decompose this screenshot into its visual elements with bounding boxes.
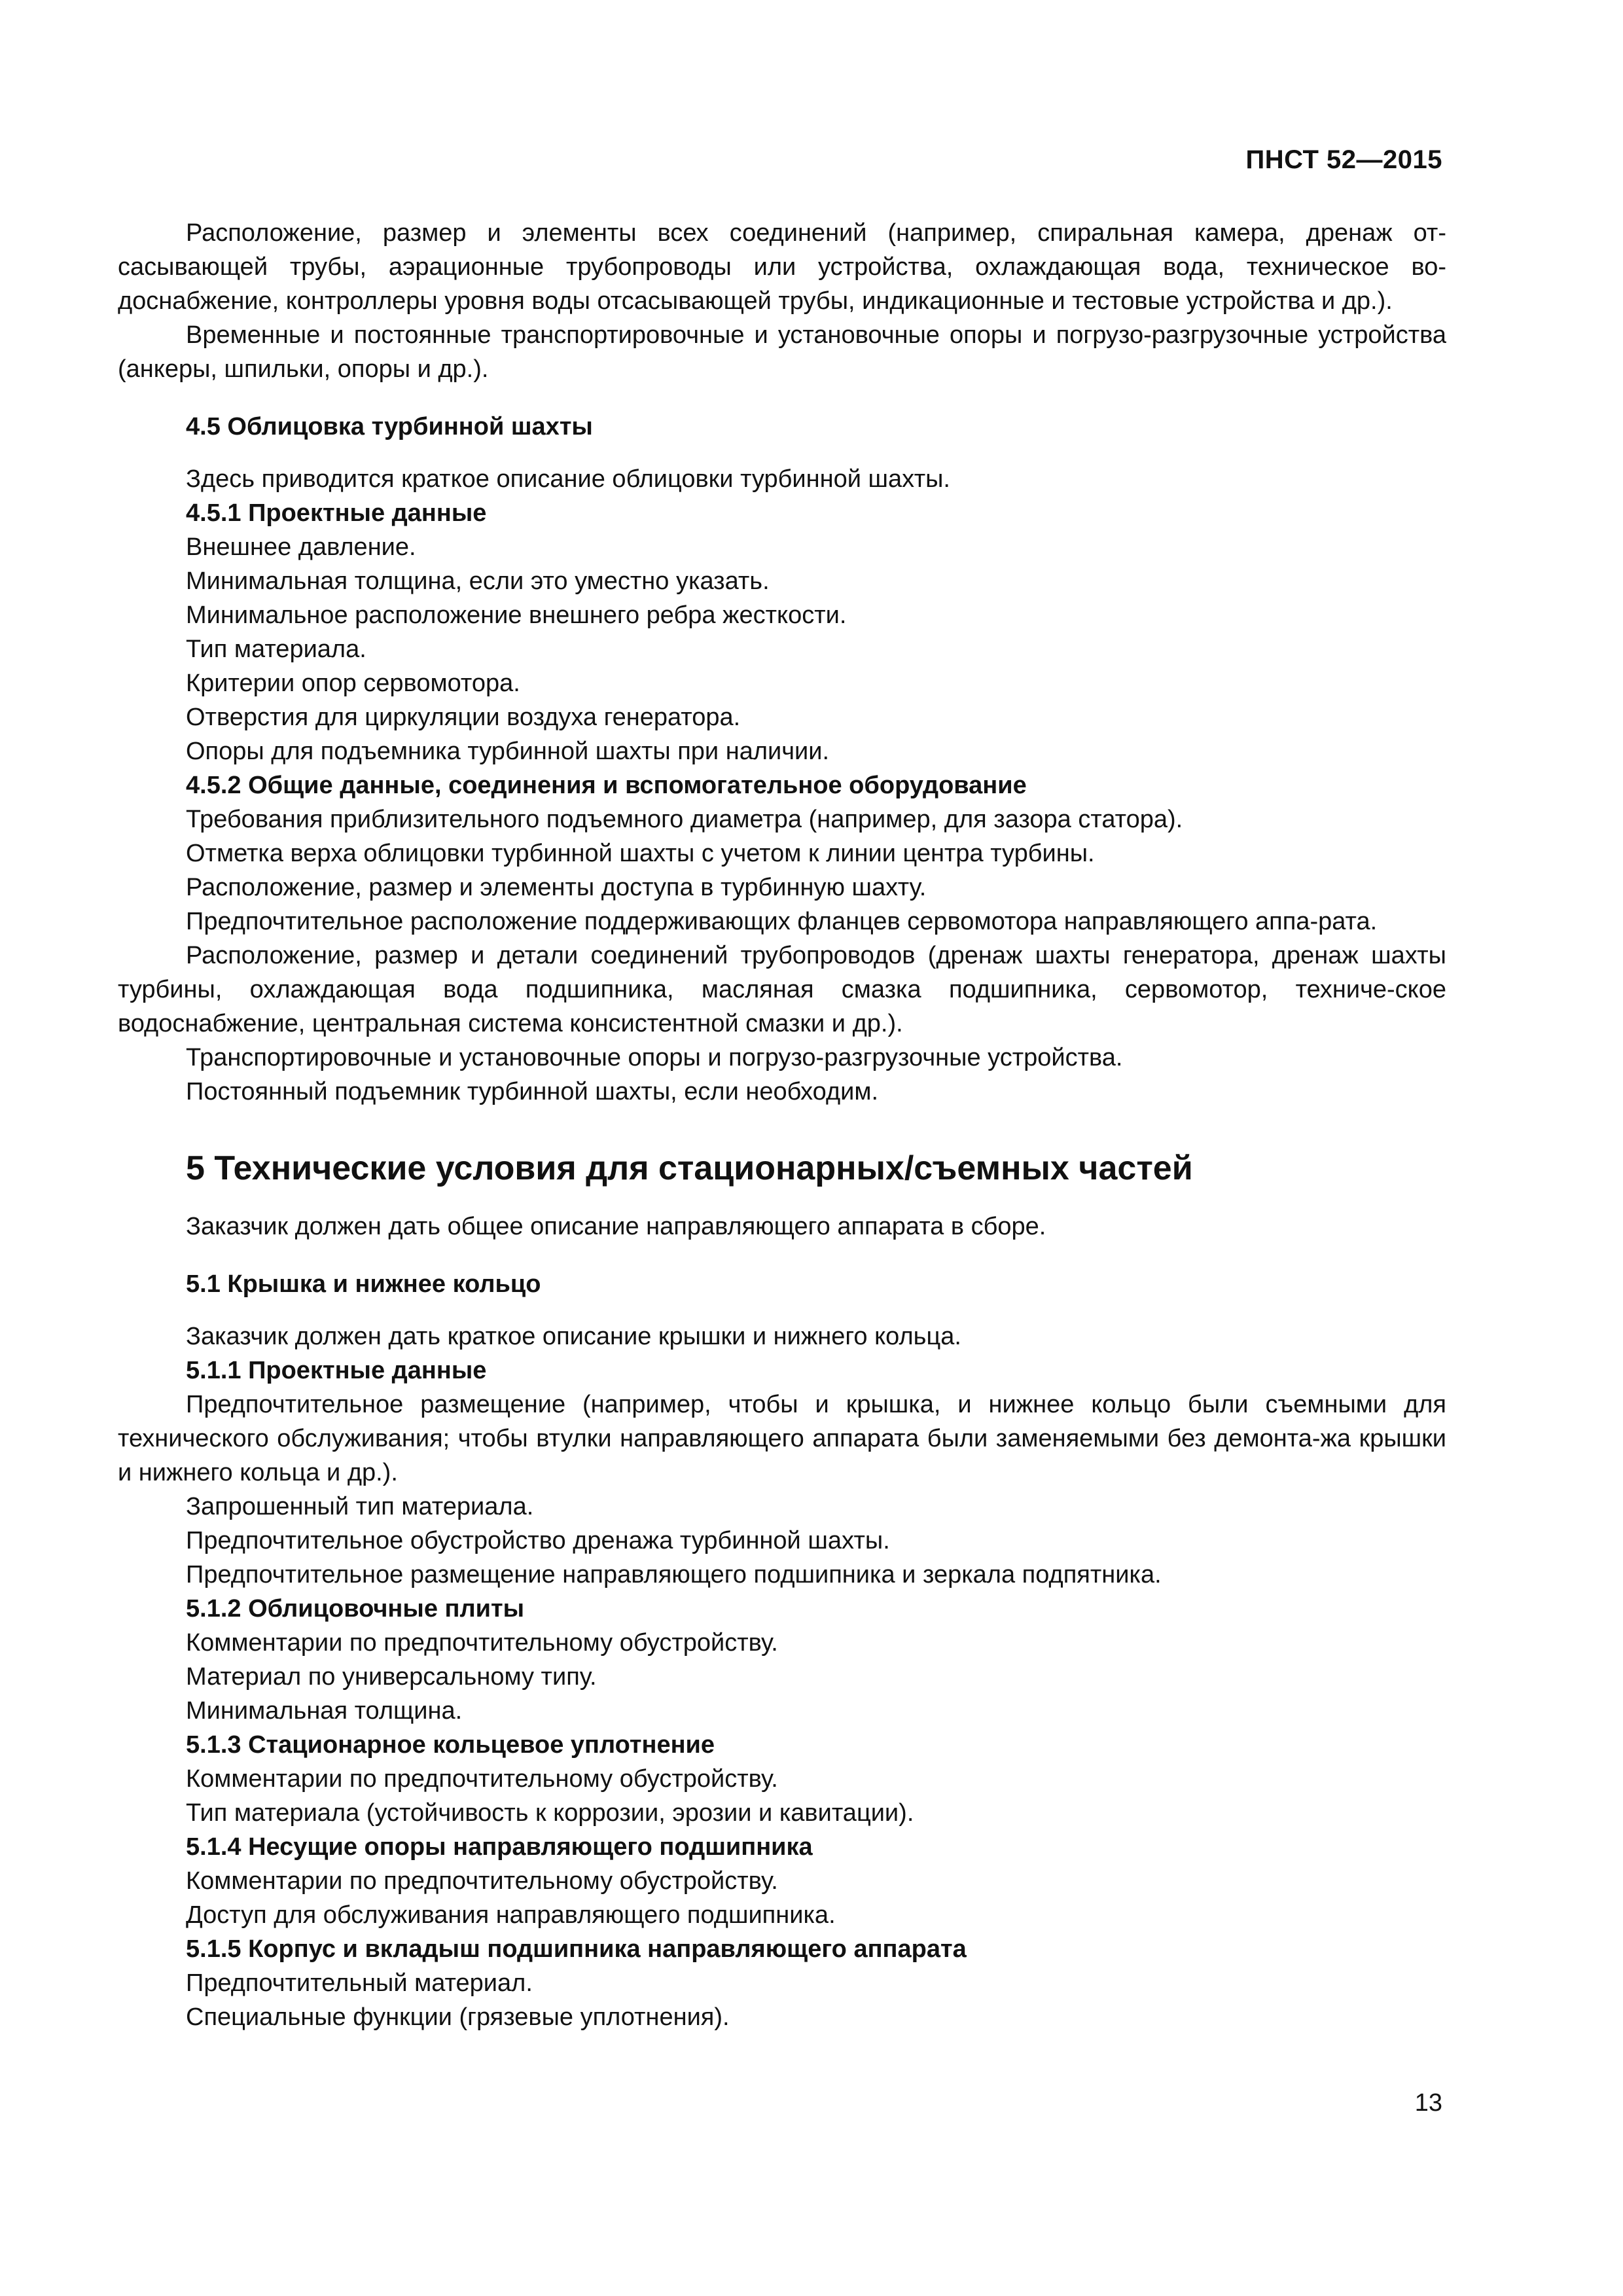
- list-item: Предпочтительный материал.: [186, 1969, 533, 1997]
- body-paragraph: Предпочтительное расположение поддерживающих фланцев сервомотора направляющего аппа-рата.: [186, 908, 1378, 935]
- body-paragraph: Расположение, размер и детали соединений трубопроводов (дренаж шахты генератора, дренаж шахты турбины, охлаждающая вода подшипника, масляная смазка подшипника, сервомотор, техниче-ское водоснабжение, центральная система консистентной смазки и др.).: [118, 942, 1446, 1037]
- list-item: Расположение, размер и элементы доступа в турбинную шахту.: [186, 874, 927, 901]
- subsection-heading-5-1-1: 5.1.1 Проектные данные: [186, 1357, 487, 1384]
- list-item: Постоянный подъемник турбинной шахты, если необходим.: [186, 1078, 879, 1105]
- list-item: Требования приблизительного подъемного диаметра (например, для зазора статора).: [186, 806, 1183, 833]
- list-item: Транспортировочные и установочные опоры и погрузо-разгрузочные устройства.: [186, 1044, 1123, 1071]
- intro-paragraph: Временные и постоянные транспортировочные и установочные опоры и погрузо-разгрузочные устройства (анкеры, шпильки, опоры и др.).: [118, 321, 1446, 383]
- list-item: Критерии опор сервомотора.: [186, 670, 520, 697]
- list-item: Запрошенный тип материала.: [186, 1493, 534, 1520]
- subsection-heading-5-1-4: 5.1.4 Несущие опоры направляющего подшипника: [186, 1833, 813, 1861]
- section-lead: Заказчик должен дать краткое описание крышки и нижнего кольца.: [186, 1323, 961, 1350]
- document-id-header: ПНСТ 52—2015: [1245, 145, 1442, 174]
- list-item: Тип материала (устойчивость к коррозии, эрозии и кавитации).: [186, 1799, 914, 1827]
- page-number: 13: [1414, 2089, 1442, 2117]
- list-item: Минимальная толщина.: [186, 1697, 463, 1725]
- list-item: Комментарии по предпочтительному обустройству.: [186, 1765, 778, 1793]
- list-item: Минимальная толщина, если это уместно указать.: [186, 567, 770, 595]
- subsection-heading-4-5-2: 4.5.2 Общие данные, соединения и вспомогательное оборудование: [186, 772, 1027, 799]
- list-item: Материал по универсальному типу.: [186, 1663, 597, 1691]
- list-item: Внешнее давление.: [186, 533, 416, 561]
- list-item: Отметка верха облицовки турбинной шахты с учетом к линии центра турбины.: [186, 840, 1095, 867]
- intro-paragraph: Расположение, размер и элементы всех соединений (например, спиральная камера, дренаж от-сасывающей трубы, аэрационные трубопроводы или устройства, охлаждающая вода, техническое во-доснабжение, контроллеры уровня воды отсасывающей трубы, индикационные и тестовые устройства и др.).: [118, 219, 1446, 315]
- page-content: [118, 216, 1446, 2034]
- list-item: Предпочтительное размещение направляющего подшипника и зеркала подпятника.: [186, 1561, 1162, 1588]
- list-item: Специальные функции (грязевые уплотнения).: [186, 2003, 730, 2031]
- subsection-heading-5-1-3: 5.1.3 Стационарное кольцевое уплотнение: [186, 1731, 715, 1759]
- subsection-heading-4-5-1: 4.5.1 Проектные данные: [186, 499, 487, 527]
- section-heading-4-5: 4.5 Облицовка турбинной шахты: [186, 413, 593, 440]
- list-item: Отверстия для циркуляции воздуха генератора.: [186, 704, 741, 731]
- section-heading-5-1: 5.1 Крышка и нижнее кольцо: [186, 1270, 541, 1298]
- list-item: Предпочтительное обустройство дренажа турбинной шахты.: [186, 1527, 890, 1554]
- section-lead: Здесь приводится краткое описание облицовки турбинной шахты.: [186, 465, 950, 493]
- section-heading-5: 5 Технические условия для стационарных/съемных частей: [186, 1149, 1193, 1187]
- list-item: Опоры для подъемника турбинной шахты при наличии.: [186, 738, 830, 765]
- subsection-heading-5-1-5: 5.1.5 Корпус и вкладыш подшипника направляющего аппарата: [186, 1935, 967, 1963]
- list-item: Комментарии по предпочтительному обустройству.: [186, 1867, 778, 1895]
- list-item: Тип материала.: [186, 636, 366, 663]
- body-paragraph: Предпочтительное размещение (например, чтобы и крышка, и нижнее кольцо были съемными для технического обслуживания; чтобы втулки направляющего аппарата были заменяемыми без демонта-жа крышки и нижнего кольца и др.).: [118, 1391, 1446, 1486]
- list-item: Минимальное расположение внешнего ребра жесткости.: [186, 601, 847, 629]
- list-item: Доступ для обслуживания направляющего подшипника.: [186, 1901, 836, 1929]
- subsection-heading-5-1-2: 5.1.2 Облицовочные плиты: [186, 1595, 525, 1623]
- section-lead: Заказчик должен дать общее описание направляющего аппарата в сборе.: [186, 1213, 1046, 1240]
- list-item: Комментарии по предпочтительному обустройству.: [186, 1629, 778, 1657]
